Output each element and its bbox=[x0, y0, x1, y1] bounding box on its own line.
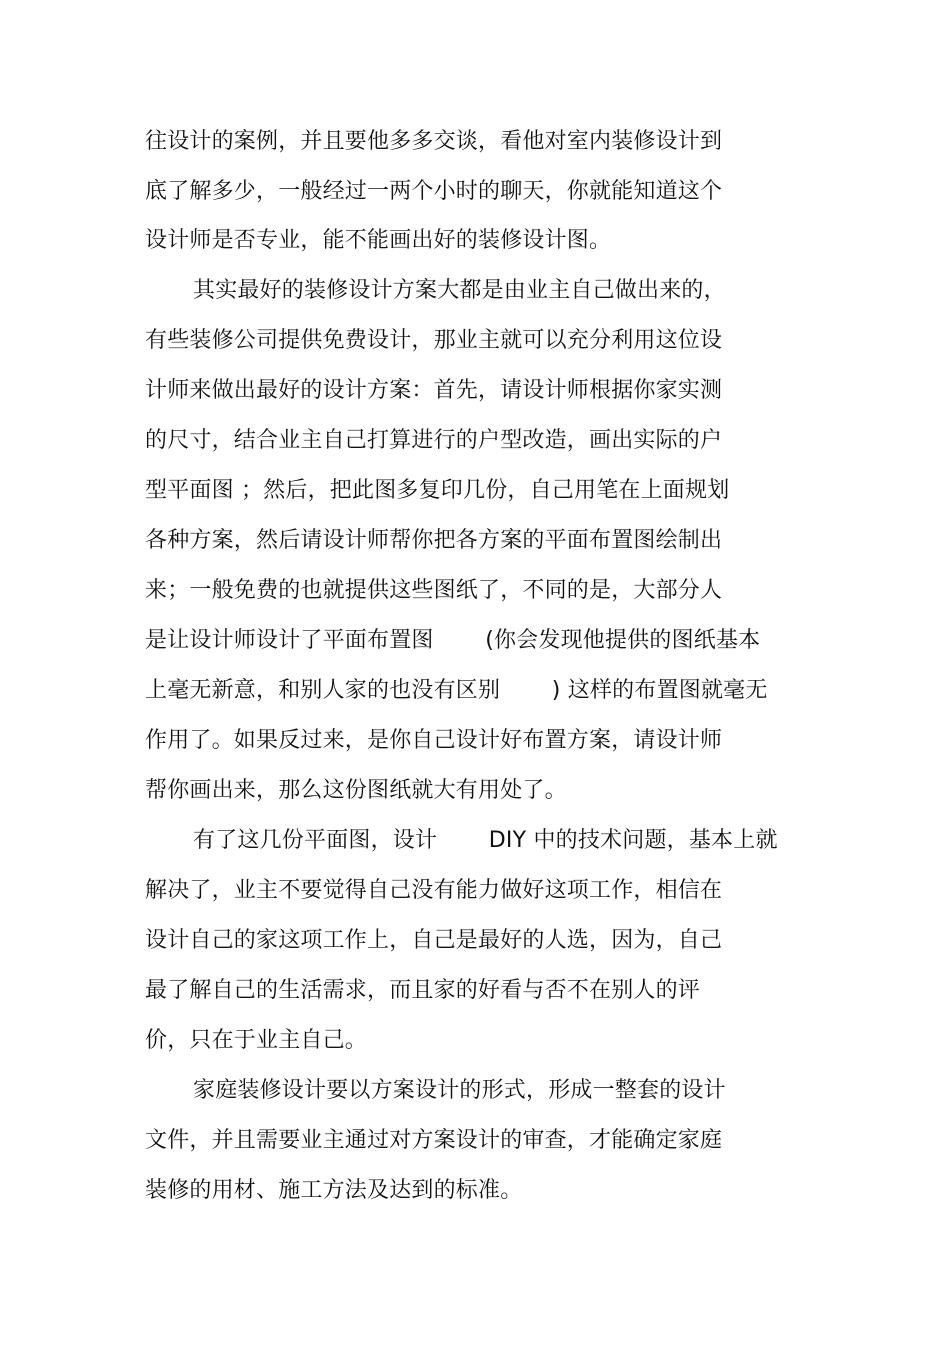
text-line: 往设计的案例，并且要他多多交谈，看他对室内装修设计到 bbox=[145, 129, 723, 154]
text-line: 设计师是否专业，能不能画出好的装修设计图。 bbox=[145, 228, 612, 253]
paragraph-start-line: 其实最好的装修设计方案大都是由业主自己做出来的， bbox=[193, 278, 726, 303]
text-line: 来；一般免费的也就提供这些图纸了，不同的是，大部分人 bbox=[145, 578, 723, 603]
text-line: 装修的用材、施工方法及达到的标准。 bbox=[145, 1178, 523, 1203]
text-line: 最了解自己的生活需求，而且家的好看与否不在别人的评 bbox=[145, 978, 701, 1003]
text-line: 有些装修公司提供免费设计，那业主就可以充分利用这位设 bbox=[145, 328, 723, 353]
text-line: 文件，并且需要业主通过对方案设计的审查，才能确定家庭 bbox=[145, 1128, 723, 1153]
paragraph-start-line: 家庭装修设计要以方案设计的形式，形成一整套的设计 bbox=[193, 1078, 726, 1103]
text-line: 帮你画出来，那么这份图纸就大有用处了。 bbox=[145, 778, 567, 803]
text-line: 各种方案，然后请设计师帮你把各方案的平面布置图绘制出 bbox=[145, 528, 723, 553]
text-line: 是让设计师设计了平面布置图 (你会发现他提供的图纸基本 bbox=[145, 628, 761, 653]
text-line: 设计自己的家这项工作上，自己是最好的人选，因为，自己 bbox=[145, 928, 723, 953]
text-line: 型平面图 ；然后，把此图多复印几份，自己用笔在上面规划 bbox=[145, 478, 730, 503]
text-line: 作用了。如果反过来，是你自己设计好布置方案，请设计师 bbox=[145, 728, 723, 753]
text-line: 上毫无新意，和别人家的也没有区别 ) 这样的布置图就毫无 bbox=[145, 678, 768, 703]
text-line: 计师来做出最好的设计方案：首先，请设计师根据你家实测 bbox=[145, 378, 723, 403]
text-line: 解决了，业主不要觉得自己没有能力做好这项工作，相信在 bbox=[145, 878, 723, 903]
text-line: 底了解多少，一般经过一两个小时的聊天，你就能知道这个 bbox=[145, 179, 723, 204]
paragraph-start-line: 有了这几份平面图，设计 DIY 中的技术问题，基本上就 bbox=[193, 828, 778, 853]
text-line: 价，只在于业主自己。 bbox=[145, 1028, 368, 1053]
text-line: 的尺寸，结合业主自己打算进行的户型改造，画出实际的户 bbox=[145, 428, 723, 453]
